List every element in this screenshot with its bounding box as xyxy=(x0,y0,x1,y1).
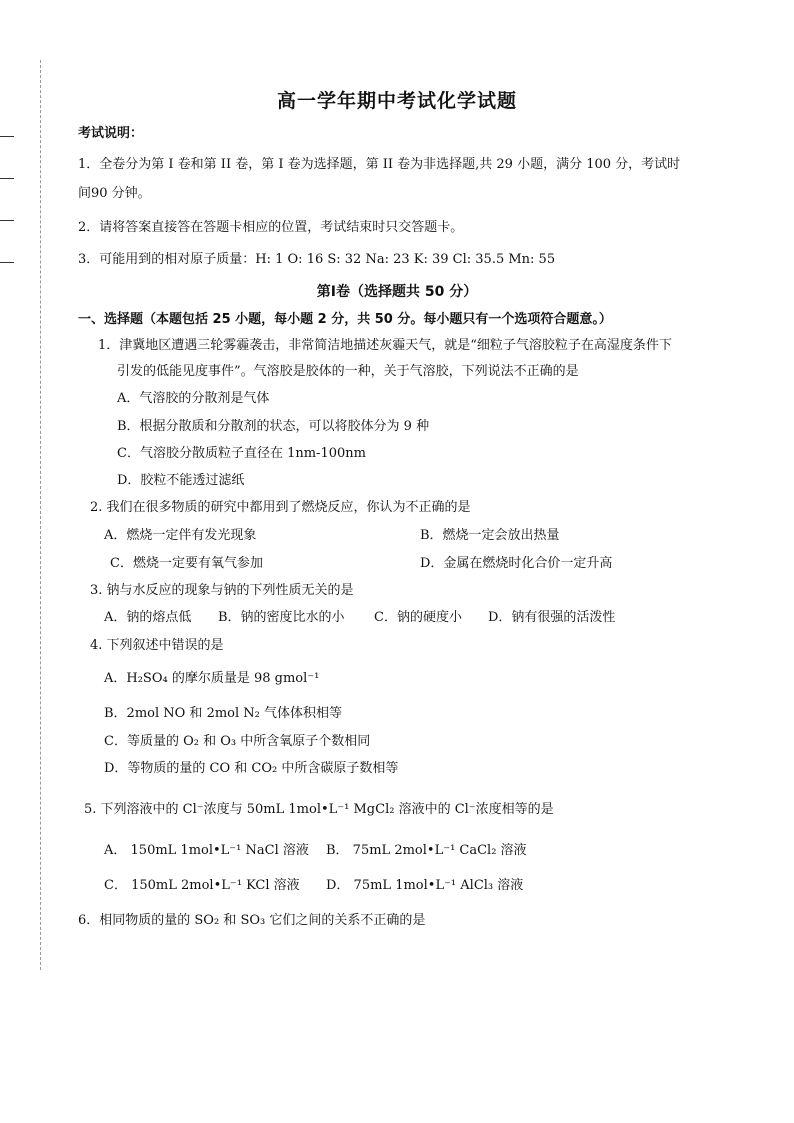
q4-option-d: D．等物质的量的 CO 和 CO₂ 中所含碳原子数相等 xyxy=(104,761,399,776)
instructions-heading: 考试说明： xyxy=(78,126,144,141)
instruction-item-3: 3．可能用到的相对原子质量：H: 1 O: 16 S: 32 Na: 23 K: 39 Cl: 35.5 Mn: 55 xyxy=(78,252,556,267)
q5-option-c: C． 150mL 2mol•L⁻¹ KCl 溶液 xyxy=(104,878,300,893)
instruction-item-1-cont: 间90 分钟。 xyxy=(78,186,151,201)
q2-option-b: B．燃烧一定会放出热量 xyxy=(420,528,560,543)
q4-stem: 4. 下列叙述中错误的是 xyxy=(90,638,224,653)
binding-tick-mark xyxy=(0,178,14,179)
q2-option-d: D．金属在燃烧时化合价一定升高 xyxy=(420,556,613,571)
q1-stem: 1．津冀地区遭遇三轮雾霾袭击，非常简洁地描述灰霾天气，就是“细粒子气溶胶粒子在高湿度条件下 xyxy=(98,338,672,353)
q5-option-b: B． 75mL 2mol•L⁻¹ CaCl₂ 溶液 xyxy=(326,843,527,858)
q5-stem: 5. 下列溶液中的 Cl⁻浓度与 50mL 1mol•L⁻¹ MgCl₂ 溶液中的 Cl⁻浓度相等的是 xyxy=(84,802,554,817)
instruction-item-1: 1．全卷分为第 I 卷和第 II 卷，第 I 卷为选择题，第 II 卷为非选择题,共 29 小题，满分 100 分，考试时 xyxy=(78,157,681,172)
q1-option-b: B．根据分散质和分散剂的状态，可以将胶体分为 9 种 xyxy=(117,419,430,434)
q6-stem: 6．相同物质的量的 SO₂ 和 SO₃ 它们之间的关系不正确的是 xyxy=(78,913,426,928)
binding-margin-line xyxy=(40,60,41,970)
q5-option-a: A． 150mL 1mol•L⁻¹ NaCl 溶液 xyxy=(104,843,309,858)
q1-option-a: A．气溶胶的分散剂是气体 xyxy=(117,391,270,406)
q2-option-a: A．燃烧一定伴有发光现象 xyxy=(104,528,257,543)
q2-option-c: C．燃烧一定要有氧气参加 xyxy=(110,556,263,571)
q3-option-c: C．钠的硬度小 xyxy=(374,610,462,625)
q4-option-b: B．2mol NO 和 2mol N₂ 气体体积相等 xyxy=(104,706,342,721)
binding-tick-mark xyxy=(0,220,14,221)
q5-option-d: D． 75mL 1mol•L⁻¹ AlCl₃ 溶液 xyxy=(326,878,524,893)
exam-title: 高一学年期中考试化学试题 xyxy=(276,90,517,112)
q1-stem-cont: 引发的低能见度事件”。气溶胶是胶体的一种，关于气溶胶，下列说法不正确的是 xyxy=(117,364,579,379)
q4-option-c: C．等质量的 O₂ 和 O₃ 中所含氧原子个数相同 xyxy=(104,734,371,749)
binding-tick-mark xyxy=(0,136,14,137)
section-title: 第Ⅰ卷（选择题共 50 分） xyxy=(316,284,478,300)
binding-tick-mark xyxy=(0,262,14,263)
q4-option-a: A．H₂SO₄ 的摩尔质量是 98 gmol⁻¹ xyxy=(104,671,320,686)
part-heading: 一、选择题（本题包括 25 小题，每小题 2 分，共 50 分。每小题只有一个选项符合题意。） xyxy=(78,312,612,327)
q3-stem: 3. 钠与水反应的现象与钠的下列性质无关的是 xyxy=(90,583,354,598)
q1-option-d: D．胶粒不能透过滤纸 xyxy=(117,473,245,488)
q2-stem: 2. 我们在很多物质的研究中都用到了燃烧反应，你认为不正确的是 xyxy=(90,500,471,515)
instruction-item-2: 2．请将答案直接答在答题卡相应的位置，考试结束时只交答题卡。 xyxy=(78,220,464,235)
q3-option-d: D．钠有很强的活泼性 xyxy=(488,610,616,625)
q3-option-b: B．钠的密度比水的小 xyxy=(218,610,345,625)
q1-option-c: C．气溶胶分散质粒子直径在 1nm-100nm xyxy=(117,446,366,461)
q3-option-a: A．钠的熔点低 xyxy=(104,610,192,625)
